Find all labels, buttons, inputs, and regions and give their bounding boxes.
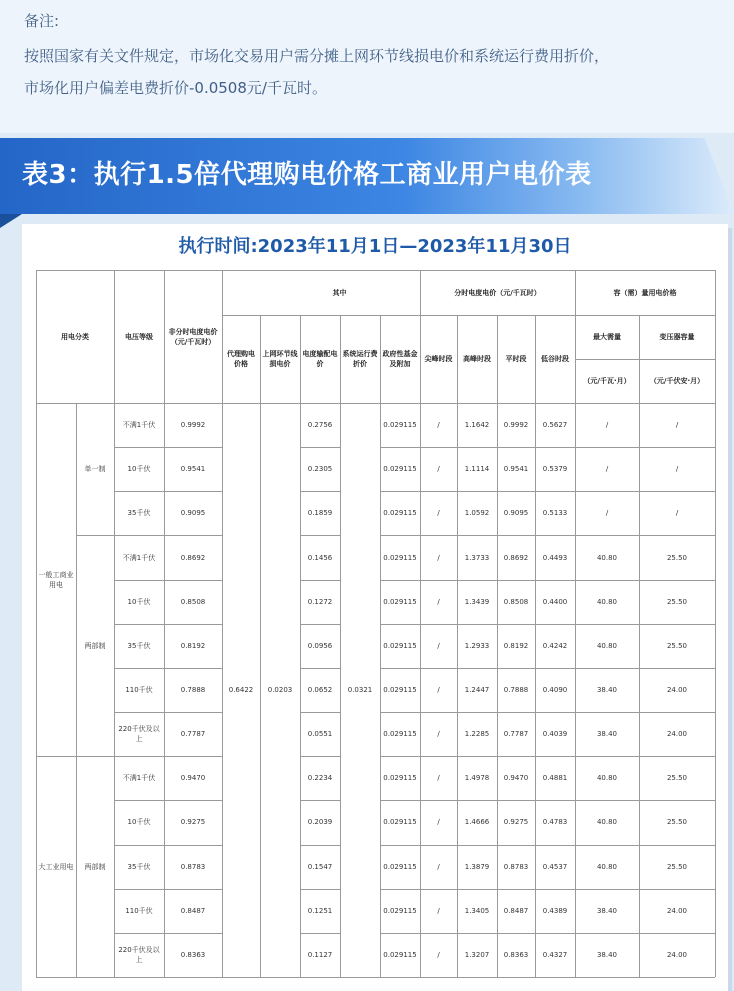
maxdemand-price: 38.40 <box>596 906 618 915</box>
banner-fold-decoration <box>0 214 22 228</box>
maxdemand-price: / <box>605 509 609 518</box>
voltage-level: 220千伏及以上 <box>118 945 160 964</box>
govfund-price: 0.029115 <box>383 950 417 959</box>
peak-price: 1.2447 <box>464 685 490 694</box>
voltage-level: 不满1千伏 <box>122 774 156 783</box>
grid-line-h <box>114 447 222 448</box>
transmission-price: 0.1547 <box>307 862 333 871</box>
header-peak: 高峰时段 <box>463 355 491 363</box>
voltage-level: 10千伏 <box>127 818 151 827</box>
valley-price: 0.4242 <box>542 641 568 650</box>
header-sysop: 系统运行费折价 <box>342 350 378 368</box>
header-agent: 代理购电价格 <box>227 350 255 368</box>
grid-line-h <box>114 668 222 669</box>
valley-price: 0.4493 <box>542 553 568 562</box>
peak-price: 1.2285 <box>464 730 490 739</box>
sharp-price: / <box>437 553 440 562</box>
header-among: 其中 <box>332 288 347 297</box>
nontou-price: 0.7888 <box>180 685 206 694</box>
transcap-price: / <box>675 465 679 474</box>
grid-line-h <box>114 889 222 890</box>
grid-line-h <box>380 535 715 536</box>
transmission-price: 0.2039 <box>307 818 333 827</box>
grid-line-h <box>36 977 715 978</box>
maxdemand-price: 40.80 <box>596 553 618 562</box>
grid-line-h <box>114 580 222 581</box>
grid-line-h <box>114 845 222 846</box>
grid-line-h <box>380 889 715 890</box>
maxdemand-price: 40.80 <box>596 818 618 827</box>
header-nontou: 非分时电度电价（元/千瓦时） <box>168 327 218 346</box>
grid-line-v <box>114 270 115 977</box>
transcap-price: 25.50 <box>666 774 688 783</box>
peak-price: 1.4978 <box>464 774 490 783</box>
maxdemand-price: 40.80 <box>596 774 618 783</box>
grid-line-h <box>222 315 715 316</box>
header-lineloss: 上网环节线损电价 <box>262 350 298 368</box>
valley-price: 0.4039 <box>542 730 568 739</box>
grid-line-h <box>36 756 114 757</box>
grid-line-v <box>715 270 716 977</box>
transmission-price: 0.1272 <box>307 597 333 606</box>
notes-line-2: 市场化用户偏差电费折价-0.0508元/千瓦时。 <box>24 79 327 97</box>
govfund-price: 0.029115 <box>383 509 417 518</box>
nontou-price: 0.9275 <box>180 818 206 827</box>
govfund-price: 0.029115 <box>383 906 417 915</box>
transcap-price: 24.00 <box>666 730 688 739</box>
transmission-price: 0.1251 <box>307 906 333 915</box>
notes-section <box>0 0 734 132</box>
maxdemand-price: 38.40 <box>596 950 618 959</box>
grid-line-v <box>164 270 165 977</box>
grid-line-h <box>300 447 340 448</box>
grid-line-h <box>114 491 222 492</box>
grid-line-h <box>300 800 340 801</box>
valley-price: 0.4881 <box>542 774 568 783</box>
notes-text <box>24 40 724 104</box>
flat-price: 0.9470 <box>503 774 529 783</box>
header-valley: 低谷时段 <box>541 355 569 363</box>
valley-price: 0.4327 <box>542 950 568 959</box>
peak-price: 1.1114 <box>464 465 490 474</box>
flat-price: 0.8363 <box>503 950 529 959</box>
notes-line-1: 按照国家有关文件规定，市场化交易用户需分摊上网环节线损电价和系统运行费用折价， <box>24 47 610 65</box>
transcap-price: 25.50 <box>666 818 688 827</box>
header-transmission: 电度输配电价 <box>302 350 338 368</box>
flat-price: 0.8192 <box>503 641 529 650</box>
govfund-price: 0.029115 <box>383 553 417 562</box>
header-tou: 分时电度电价（元/千瓦时） <box>454 288 541 297</box>
flat-price: 0.7888 <box>503 685 529 694</box>
voltage-level: 不满1千伏 <box>122 553 156 562</box>
grid-line-h <box>380 800 715 801</box>
valley-price: 0.5379 <box>542 465 568 474</box>
flat-price: 0.9541 <box>503 465 529 474</box>
grid-line-h <box>114 800 222 801</box>
sharp-price: / <box>437 862 440 871</box>
header-voltage: 电压等级 <box>125 332 153 341</box>
govfund-price: 0.029115 <box>383 818 417 827</box>
transcap-price: 25.50 <box>666 597 688 606</box>
header-category: 用电分类 <box>61 332 89 341</box>
sharp-price: / <box>437 774 440 783</box>
govfund-price: 0.029115 <box>383 465 417 474</box>
govfund-price: 0.029115 <box>383 730 417 739</box>
grid-line-h <box>380 845 715 846</box>
nontou-price: 0.9992 <box>180 421 206 430</box>
group-general: 一般工商业用电 <box>38 570 74 589</box>
transmission-price: 0.0956 <box>307 641 333 650</box>
flat-price: 0.9992 <box>503 421 529 430</box>
grid-line-h <box>380 447 715 448</box>
merged-sysop-price: 0.0321 <box>347 685 373 694</box>
grid-line-h <box>114 712 222 713</box>
valley-price: 0.4389 <box>542 906 568 915</box>
peak-price: 1.1642 <box>464 421 490 430</box>
voltage-level: 35千伏 <box>127 862 151 871</box>
peak-price: 1.3439 <box>464 597 490 606</box>
govfund-price: 0.029115 <box>383 862 417 871</box>
nontou-price: 0.9541 <box>180 465 206 474</box>
nontou-price: 0.8192 <box>180 641 206 650</box>
grid-line-h <box>300 624 340 625</box>
grid-line-v <box>36 270 37 977</box>
nontou-price: 0.8692 <box>180 553 206 562</box>
grid-line-v <box>497 315 498 977</box>
notes-title: 备注: <box>24 12 60 30</box>
voltage-level: 110千伏 <box>125 685 153 694</box>
grid-line-v <box>300 315 301 977</box>
grid-line-v <box>260 315 261 977</box>
voltage-level: 10千伏 <box>127 465 151 474</box>
maxdemand-price: 40.80 <box>596 641 618 650</box>
grid-line-h <box>380 491 715 492</box>
voltage-level: 35千伏 <box>127 509 151 518</box>
voltage-level: 220千伏及以上 <box>118 725 160 744</box>
grid-line-v <box>639 315 640 977</box>
grid-line-h <box>114 933 222 934</box>
valley-price: 0.4537 <box>542 862 568 871</box>
sharp-price: / <box>437 597 440 606</box>
sharp-price: / <box>437 465 440 474</box>
header-unit-md: （元/千瓦·月） <box>583 377 631 385</box>
peak-price: 1.3879 <box>464 862 490 871</box>
grid-line-v <box>420 270 421 977</box>
grid-line-h <box>300 845 340 846</box>
header-sharp: 尖峰时段 <box>424 355 453 363</box>
maxdemand-price: 38.40 <box>596 730 618 739</box>
transmission-price: 0.2756 <box>307 421 333 430</box>
grid-line-h <box>300 889 340 890</box>
maxdemand-price: 40.80 <box>596 597 618 606</box>
header-unit-tc: （元/千伏安·月） <box>649 377 705 385</box>
nontou-price: 0.9470 <box>180 774 206 783</box>
sharp-price: / <box>437 906 440 915</box>
maxdemand-price: / <box>605 421 609 430</box>
maxdemand-price: 38.40 <box>596 685 618 694</box>
grid-line-h <box>300 580 340 581</box>
sharp-price: / <box>437 685 440 694</box>
flat-price: 0.8692 <box>503 553 529 562</box>
table-title: 表3：执行1.5倍代理购电价格工商业用户电价表 <box>22 160 592 190</box>
grid-line-h <box>114 756 222 757</box>
grid-line-v <box>457 315 458 977</box>
peak-price: 1.4666 <box>464 818 490 827</box>
grid-line-h <box>300 933 340 934</box>
nontou-price: 0.8487 <box>180 906 206 915</box>
voltage-level: 10千伏 <box>127 597 151 606</box>
grid-line-h <box>36 403 715 404</box>
transcap-price: 25.50 <box>666 862 688 871</box>
govfund-price: 0.029115 <box>383 597 417 606</box>
transmission-price: 0.1127 <box>307 950 333 959</box>
transmission-price: 0.2305 <box>307 465 333 474</box>
transcap-price: 24.00 <box>666 685 688 694</box>
flat-price: 0.8783 <box>503 862 529 871</box>
grid-line-h <box>380 933 715 934</box>
nontou-price: 0.8783 <box>180 862 206 871</box>
header-govfund: 政府性基金及附加 <box>382 350 418 368</box>
grid-line-v <box>575 270 576 977</box>
grid-line-h <box>575 359 715 360</box>
flat-price: 0.9275 <box>503 818 529 827</box>
flat-price: 0.7787 <box>503 730 529 739</box>
peak-price: 1.3207 <box>464 950 490 959</box>
price-table <box>36 270 715 983</box>
grid-line-h <box>380 580 715 581</box>
grid-line-h <box>300 668 340 669</box>
grid-line-h <box>380 668 715 669</box>
grid-line-h <box>114 624 222 625</box>
valley-price: 0.5133 <box>542 509 568 518</box>
sharp-price: / <box>437 421 440 430</box>
voltage-level: 不满1千伏 <box>122 421 156 430</box>
header-transcap: 变压器容量 <box>659 333 695 341</box>
voltage-level: 110千伏 <box>125 906 153 915</box>
group-twopart-large: 两部制 <box>84 862 106 871</box>
grid-line-h <box>380 712 715 713</box>
transmission-price: 0.0652 <box>307 685 333 694</box>
nontou-price: 0.7787 <box>180 730 206 739</box>
grid-line-v <box>535 315 536 977</box>
effective-period: 执行时间:2023年11月1日—2023年11月30日 <box>178 236 572 257</box>
valley-price: 0.4400 <box>542 597 568 606</box>
sharp-price: / <box>437 509 440 518</box>
govfund-price: 0.029115 <box>383 774 417 783</box>
govfund-price: 0.029115 <box>383 421 417 430</box>
nontou-price: 0.9095 <box>180 509 206 518</box>
peak-price: 1.2933 <box>464 641 490 650</box>
header-flat: 平时段 <box>505 355 527 363</box>
sharp-price: / <box>437 730 440 739</box>
grid-line-h <box>76 535 114 536</box>
grid-line-h <box>36 270 715 271</box>
header-maxdemand: 最大需量 <box>593 333 621 341</box>
grid-line-h <box>300 712 340 713</box>
transcap-price: / <box>675 509 679 518</box>
group-twopart-general: 两部制 <box>84 641 106 650</box>
nontou-price: 0.8363 <box>180 950 206 959</box>
flat-price: 0.8508 <box>503 597 529 606</box>
transcap-price: 24.00 <box>666 906 688 915</box>
grid-line-h <box>300 535 340 536</box>
peak-price: 1.3405 <box>464 906 490 915</box>
transmission-price: 0.1456 <box>307 553 333 562</box>
grid-line-h <box>114 535 222 536</box>
govfund-price: 0.029115 <box>383 641 417 650</box>
group-single: 单一制 <box>84 465 106 474</box>
sharp-price: / <box>437 950 440 959</box>
grid-line-h <box>300 756 340 757</box>
transmission-price: 0.0551 <box>307 730 333 739</box>
transcap-price: 25.50 <box>666 553 688 562</box>
header-capacity: 容（需）量用电价格 <box>613 288 677 297</box>
merged-lineloss-price: 0.0203 <box>267 685 293 694</box>
merged-agent-price: 0.6422 <box>228 685 254 694</box>
grid-line-v <box>76 403 77 977</box>
transmission-price: 0.2234 <box>307 774 333 783</box>
valley-price: 0.5627 <box>542 421 568 430</box>
grid-line-h <box>380 756 715 757</box>
grid-line-h <box>380 624 715 625</box>
govfund-price: 0.029115 <box>383 685 417 694</box>
maxdemand-price: 40.80 <box>596 862 618 871</box>
grid-line-v <box>380 315 381 977</box>
transcap-price: 25.50 <box>666 641 688 650</box>
transmission-price: 0.1859 <box>307 509 333 518</box>
flat-price: 0.8487 <box>503 906 529 915</box>
valley-price: 0.4783 <box>542 818 568 827</box>
transcap-price: / <box>675 421 679 430</box>
grid-line-v <box>222 270 223 977</box>
maxdemand-price: / <box>605 465 609 474</box>
transcap-price: 24.00 <box>666 950 688 959</box>
sharp-price: / <box>437 818 440 827</box>
grid-line-h <box>300 491 340 492</box>
voltage-level: 35千伏 <box>127 641 151 650</box>
peak-price: 1.0592 <box>464 509 490 518</box>
sharp-price: / <box>437 641 440 650</box>
peak-price: 1.3733 <box>464 553 490 562</box>
grid-line-v <box>340 315 341 977</box>
nontou-price: 0.8508 <box>180 597 206 606</box>
group-large: 大工业用电 <box>38 862 74 871</box>
valley-price: 0.4090 <box>542 685 568 694</box>
flat-price: 0.9095 <box>503 509 529 518</box>
